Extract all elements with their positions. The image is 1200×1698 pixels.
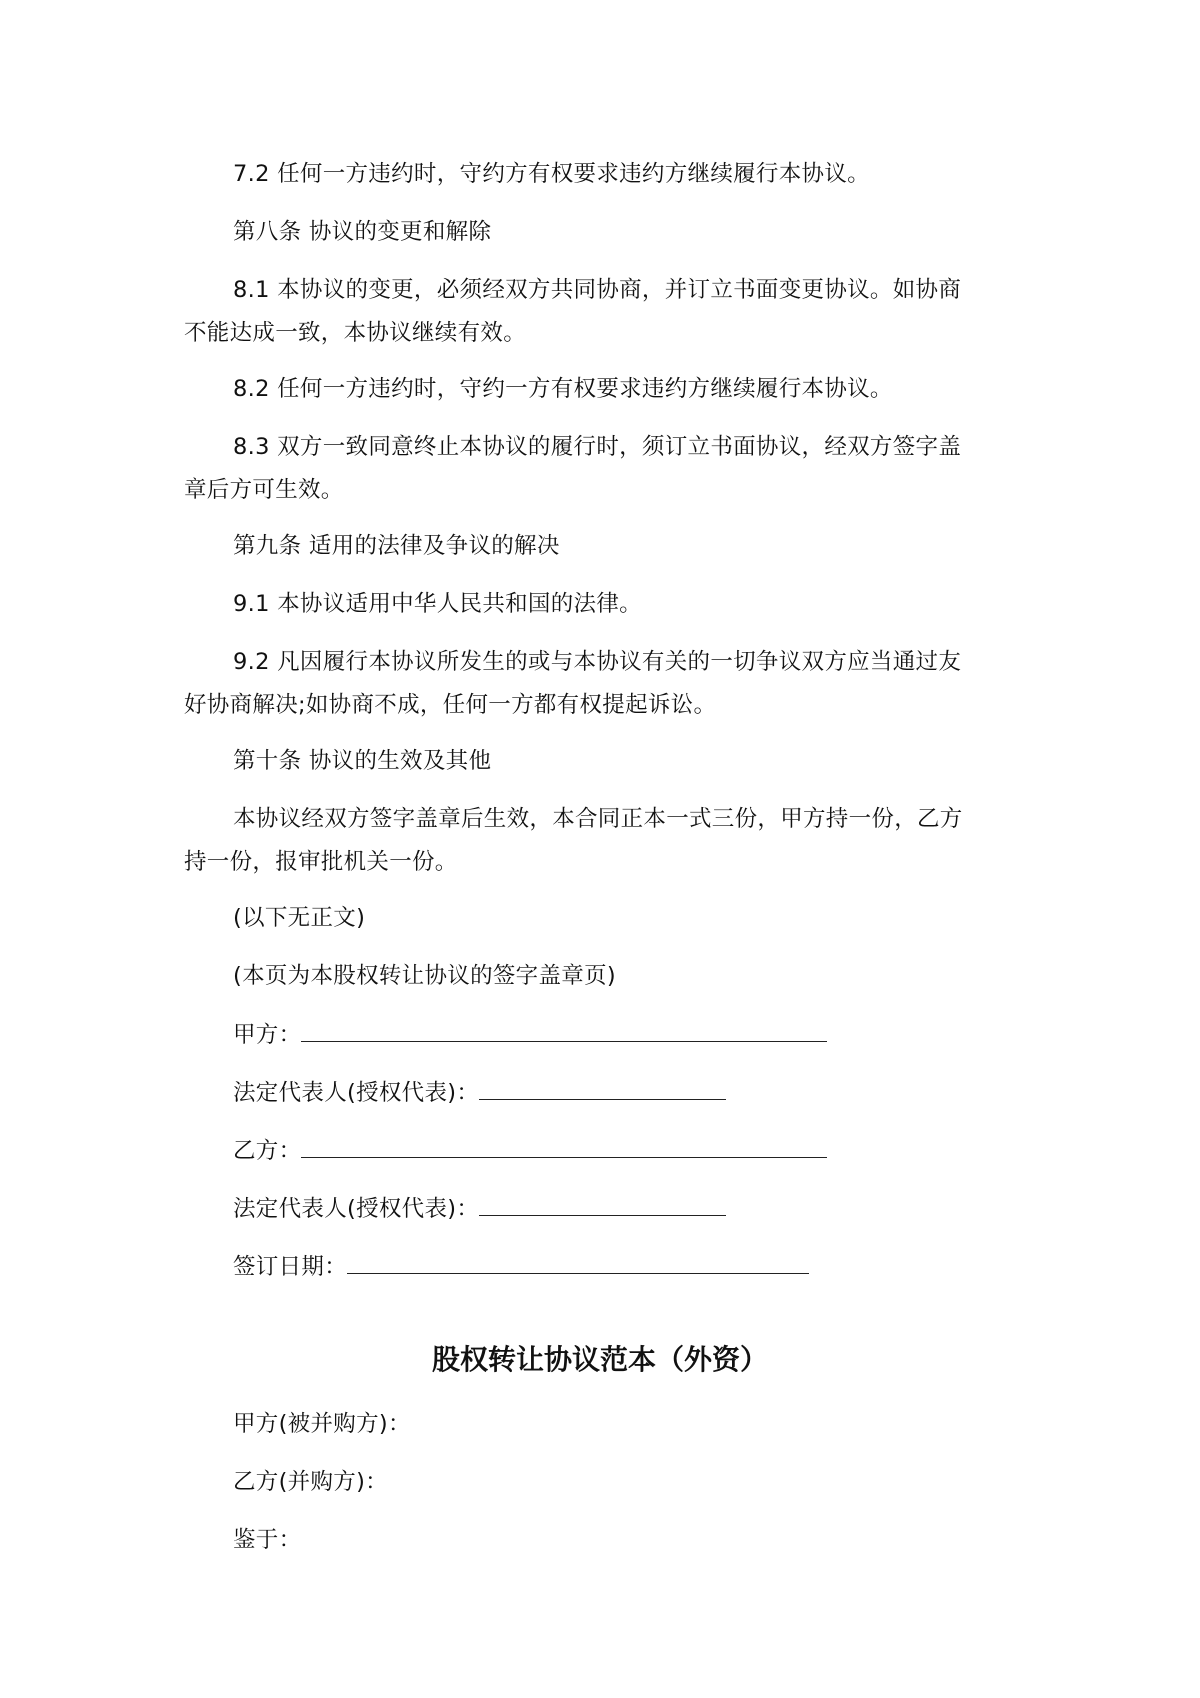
template-party-b: 乙方(并购方)： <box>233 1469 388 1495</box>
party-b-signature-line <box>301 1135 827 1158</box>
clause-8-3-line2: 章后方可生效。 <box>184 477 344 503</box>
date-label: 签订日期： <box>233 1254 348 1280</box>
date-signature-line <box>347 1251 809 1274</box>
clause-9-2-line1: 9.2 凡因履行本协议所发生的或与本协议有关的一切争议双方应当通过友 <box>233 649 962 675</box>
whereas-label: 鉴于： <box>233 1527 302 1553</box>
clause-9-2-line2: 好协商解决;如协商不成，任何一方都有权提起诉讼。 <box>184 692 717 718</box>
article-9-heading: 第九条 适用的法律及争议的解决 <box>233 533 560 559</box>
rep-a-label: 法定代表人(授权代表)： <box>233 1080 480 1106</box>
article-10-text-line1: 本协议经双方签字盖章后生效，本合同正本一式三份，甲方持一份，乙方 <box>233 806 963 832</box>
template-party-a: 甲方(被并购方)： <box>233 1411 411 1437</box>
article-10-heading: 第十条 协议的生效及其他 <box>233 748 492 774</box>
party-b-signature-row <box>233 1135 827 1166</box>
clause-8-1-line2: 不能达成一致，本协议继续有效。 <box>184 320 527 346</box>
clause-9-1: 9.1 本协议适用中华人民共和国的法律。 <box>233 591 642 617</box>
no-text-note: (以下无正文) <box>233 905 366 931</box>
rep-b-signature-row <box>233 1193 726 1224</box>
rep-b-signature-line <box>479 1193 726 1216</box>
party-b-label: 乙方： <box>233 1138 302 1164</box>
rep-b-label: 法定代表人(授权代表)： <box>233 1196 480 1222</box>
article-10-text-line2: 持一份，报审批机关一份。 <box>184 849 458 875</box>
rep-a-signature-line <box>479 1077 726 1100</box>
date-signature-row <box>233 1251 809 1282</box>
article-8-heading: 第八条 协议的变更和解除 <box>233 219 492 245</box>
party-a-label: 甲方： <box>233 1022 302 1048</box>
section-title: 股权转让协议范本（外资） <box>431 1343 768 1376</box>
clause-8-1-line1: 8.1 本协议的变更，必须经双方共同协商，并订立书面变更协议。如协商 <box>233 277 962 303</box>
party-a-signature-line <box>301 1019 827 1042</box>
signature-page-note: (本页为本股权转让协议的签字盖章页) <box>233 963 616 989</box>
rep-a-signature-row <box>233 1077 726 1108</box>
clause-8-3-line1: 8.3 双方一致同意终止本协议的履行时，须订立书面协议，经双方签字盖 <box>233 434 962 460</box>
party-a-signature-row <box>233 1019 827 1050</box>
clause-8-2: 8.2 任何一方违约时，守约一方有权要求违约方继续履行本协议。 <box>233 376 893 402</box>
clause-7-2: 7.2 任何一方违约时，守约方有权要求违约方继续履行本协议。 <box>233 161 870 187</box>
